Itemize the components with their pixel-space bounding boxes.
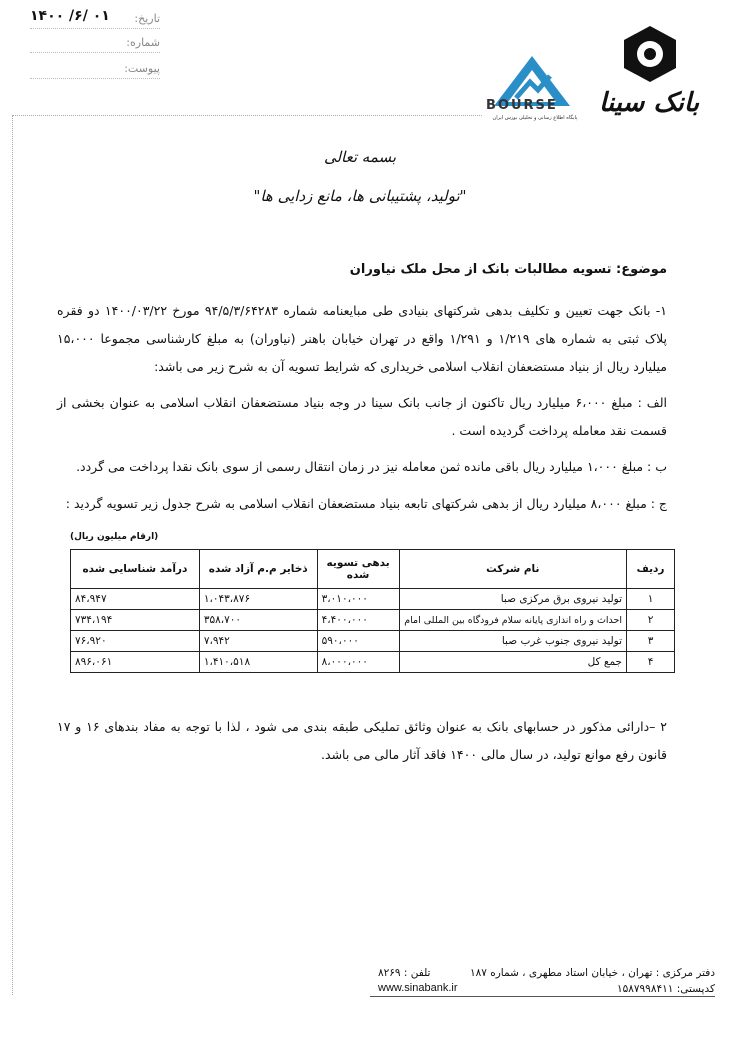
subject-line: موضوع: تسویه مطالبات بانک از محل ملک نیاوران [349, 262, 667, 277]
settlement-table [70, 549, 675, 673]
cell-debt: ۵۹۰،۰۰۰ [317, 631, 399, 652]
cell-income: ۸۴،۹۴۷ [71, 589, 200, 610]
header-debt: بدهی تسویه شده [317, 550, 399, 589]
paragraph-1: ۱- بانک جهت تعیین و تکلیف بدهی شرکتهای بنیادی طی مبایعنامه شماره ۹۴/۵/۳/۶۴۲۸۳ مورخ ۱۴۰۰/۰۳/۲۲ دو فقره پلاک ثبتی به شماره های ۱/۲۱۹ و ۱/۲۹۱ واقع در تهران خیابان باهنر (نیاوران) به مبلغ کارشناسی مجموعا ۱۵،۰۰۰ میلیارد ریال از بنیاد مستضعفان انقلاب اسلامی خریداری که شرایط تسویه آن به شرح زیر می باشد: [57, 303, 668, 374]
header-company: نام شرکت [399, 550, 626, 589]
slogan: "تولید، پشتیبانی ها، مانع زدایی ها" [253, 187, 467, 205]
bourse-name: BOURSE [486, 98, 558, 113]
cell-debt: ۳،۰۱۰،۰۰۰ [317, 589, 399, 610]
cell-income: ۸۹۶،۰۶۱ [71, 652, 200, 673]
cell-row: ۴ [627, 652, 675, 673]
bank-sina-wordmark: بانک سینا [598, 88, 700, 118]
left-margin-line [12, 115, 13, 995]
paragraph-alef: الف : مبلغ ۶،۰۰۰ میلیارد ریال تاکنون از جانب بانک سینا در وجه بنیاد مستضعفان انقلاب اسلامی به عنوان بخشی از قسمت نقد معامله پرداخت گردیده است . [57, 395, 667, 438]
footer-postal: کدپستی: ۱۵۸۷۹۹۸۴۱۱ [616, 983, 715, 995]
cell-company: احداث و راه اندازی پایانه سلام فرودگاه بین المللی امام [399, 610, 626, 631]
footer-divider [370, 996, 715, 997]
table-row [71, 610, 675, 631]
header-reserve: ذخایر م.م آزاد شده [199, 550, 317, 589]
attachment-field [30, 62, 160, 79]
cell-row: ۱ [627, 589, 675, 610]
table-total-row [71, 652, 675, 673]
table-row [71, 631, 675, 652]
cell-debt: ۸،۰۰۰،۰۰۰ [317, 652, 399, 673]
bank-sina-emblem-icon [620, 24, 680, 84]
table-row [71, 589, 675, 610]
header-income: درآمد شناسایی شده [71, 550, 200, 589]
date-value: ۱۴۰۰ /۶/ ۰۱ [30, 8, 110, 24]
bourse-subtitle: پایگاه اطلاع رسانی و تحلیلی بورس ایران [492, 115, 578, 121]
cell-reserve: ۳۵۸،۷۰۰ [199, 610, 317, 631]
cell-company: تولید نیروی جنوب غرب صبا [399, 631, 626, 652]
bourse-logo [482, 52, 582, 124]
cell-reserve: ۷،۹۴۲ [199, 631, 317, 652]
header-row-number: ردیف [627, 550, 675, 589]
date-field [30, 8, 160, 29]
cell-company: تولید نیروی برق مرکزی صبا [399, 589, 626, 610]
cell-debt: ۴،۴۰۰،۰۰۰ [317, 610, 399, 631]
footer-phone: تلفن : ۸۲۶۹ [378, 967, 431, 979]
footer-address: دفتر مرکزی : تهران ، خیابان استاد مطهری ، شماره ۱۸۷ [469, 967, 715, 979]
basmala: بسمه تعالی [323, 148, 397, 166]
cell-reserve: ۱،۰۴۳،۸۷۶ [199, 589, 317, 610]
number-label: شماره: [126, 36, 160, 49]
paragraph-2: ۲ –دارائی مذکور در حسابهای بانک به عنوان وثائق تملیکی طبقه بندی می شود ، لذا با توجه به مفاد بندهای ۱۶ و ۱۷ قانون رفع موانع تولید، در سال مالی ۱۴۰۰ فاقد آثار مالی می باشد. [57, 719, 667, 762]
table-unit-note: (ارقام میلیون ریال) [70, 532, 159, 542]
number-field [30, 36, 160, 53]
bank-sina-logo [590, 24, 710, 134]
footer-website[interactable]: www.sinabank.ir [378, 982, 458, 994]
attachment-label: پیوست: [124, 62, 160, 75]
cell-reserve: ۱،۴۱۰،۵۱۸ [199, 652, 317, 673]
table-header-row [71, 550, 675, 589]
top-divider [12, 115, 482, 116]
cell-company: جمع کل [399, 652, 626, 673]
cell-income: ۷۳۴،۱۹۴ [71, 610, 200, 631]
date-label: تاریخ: [134, 12, 160, 25]
paragraph-be: ب : مبلغ ۱،۰۰۰ میلیارد ریال باقی مانده ثمن معامله نیز در زمان انتقال رسمی از سوی بانک نقدا پرداخت می گردد. [76, 459, 667, 474]
cell-row: ۳ [627, 631, 675, 652]
cell-income: ۷۶،۹۲۰ [71, 631, 200, 652]
cell-row: ۲ [627, 610, 675, 631]
paragraph-jim: ج : مبلغ ۸،۰۰۰ میلیارد ریال از بدهی شرکتهای تابعه بنیاد مستضعفان انقلاب اسلامی به شرح جدول زیر تسویه گردید : [65, 496, 667, 511]
